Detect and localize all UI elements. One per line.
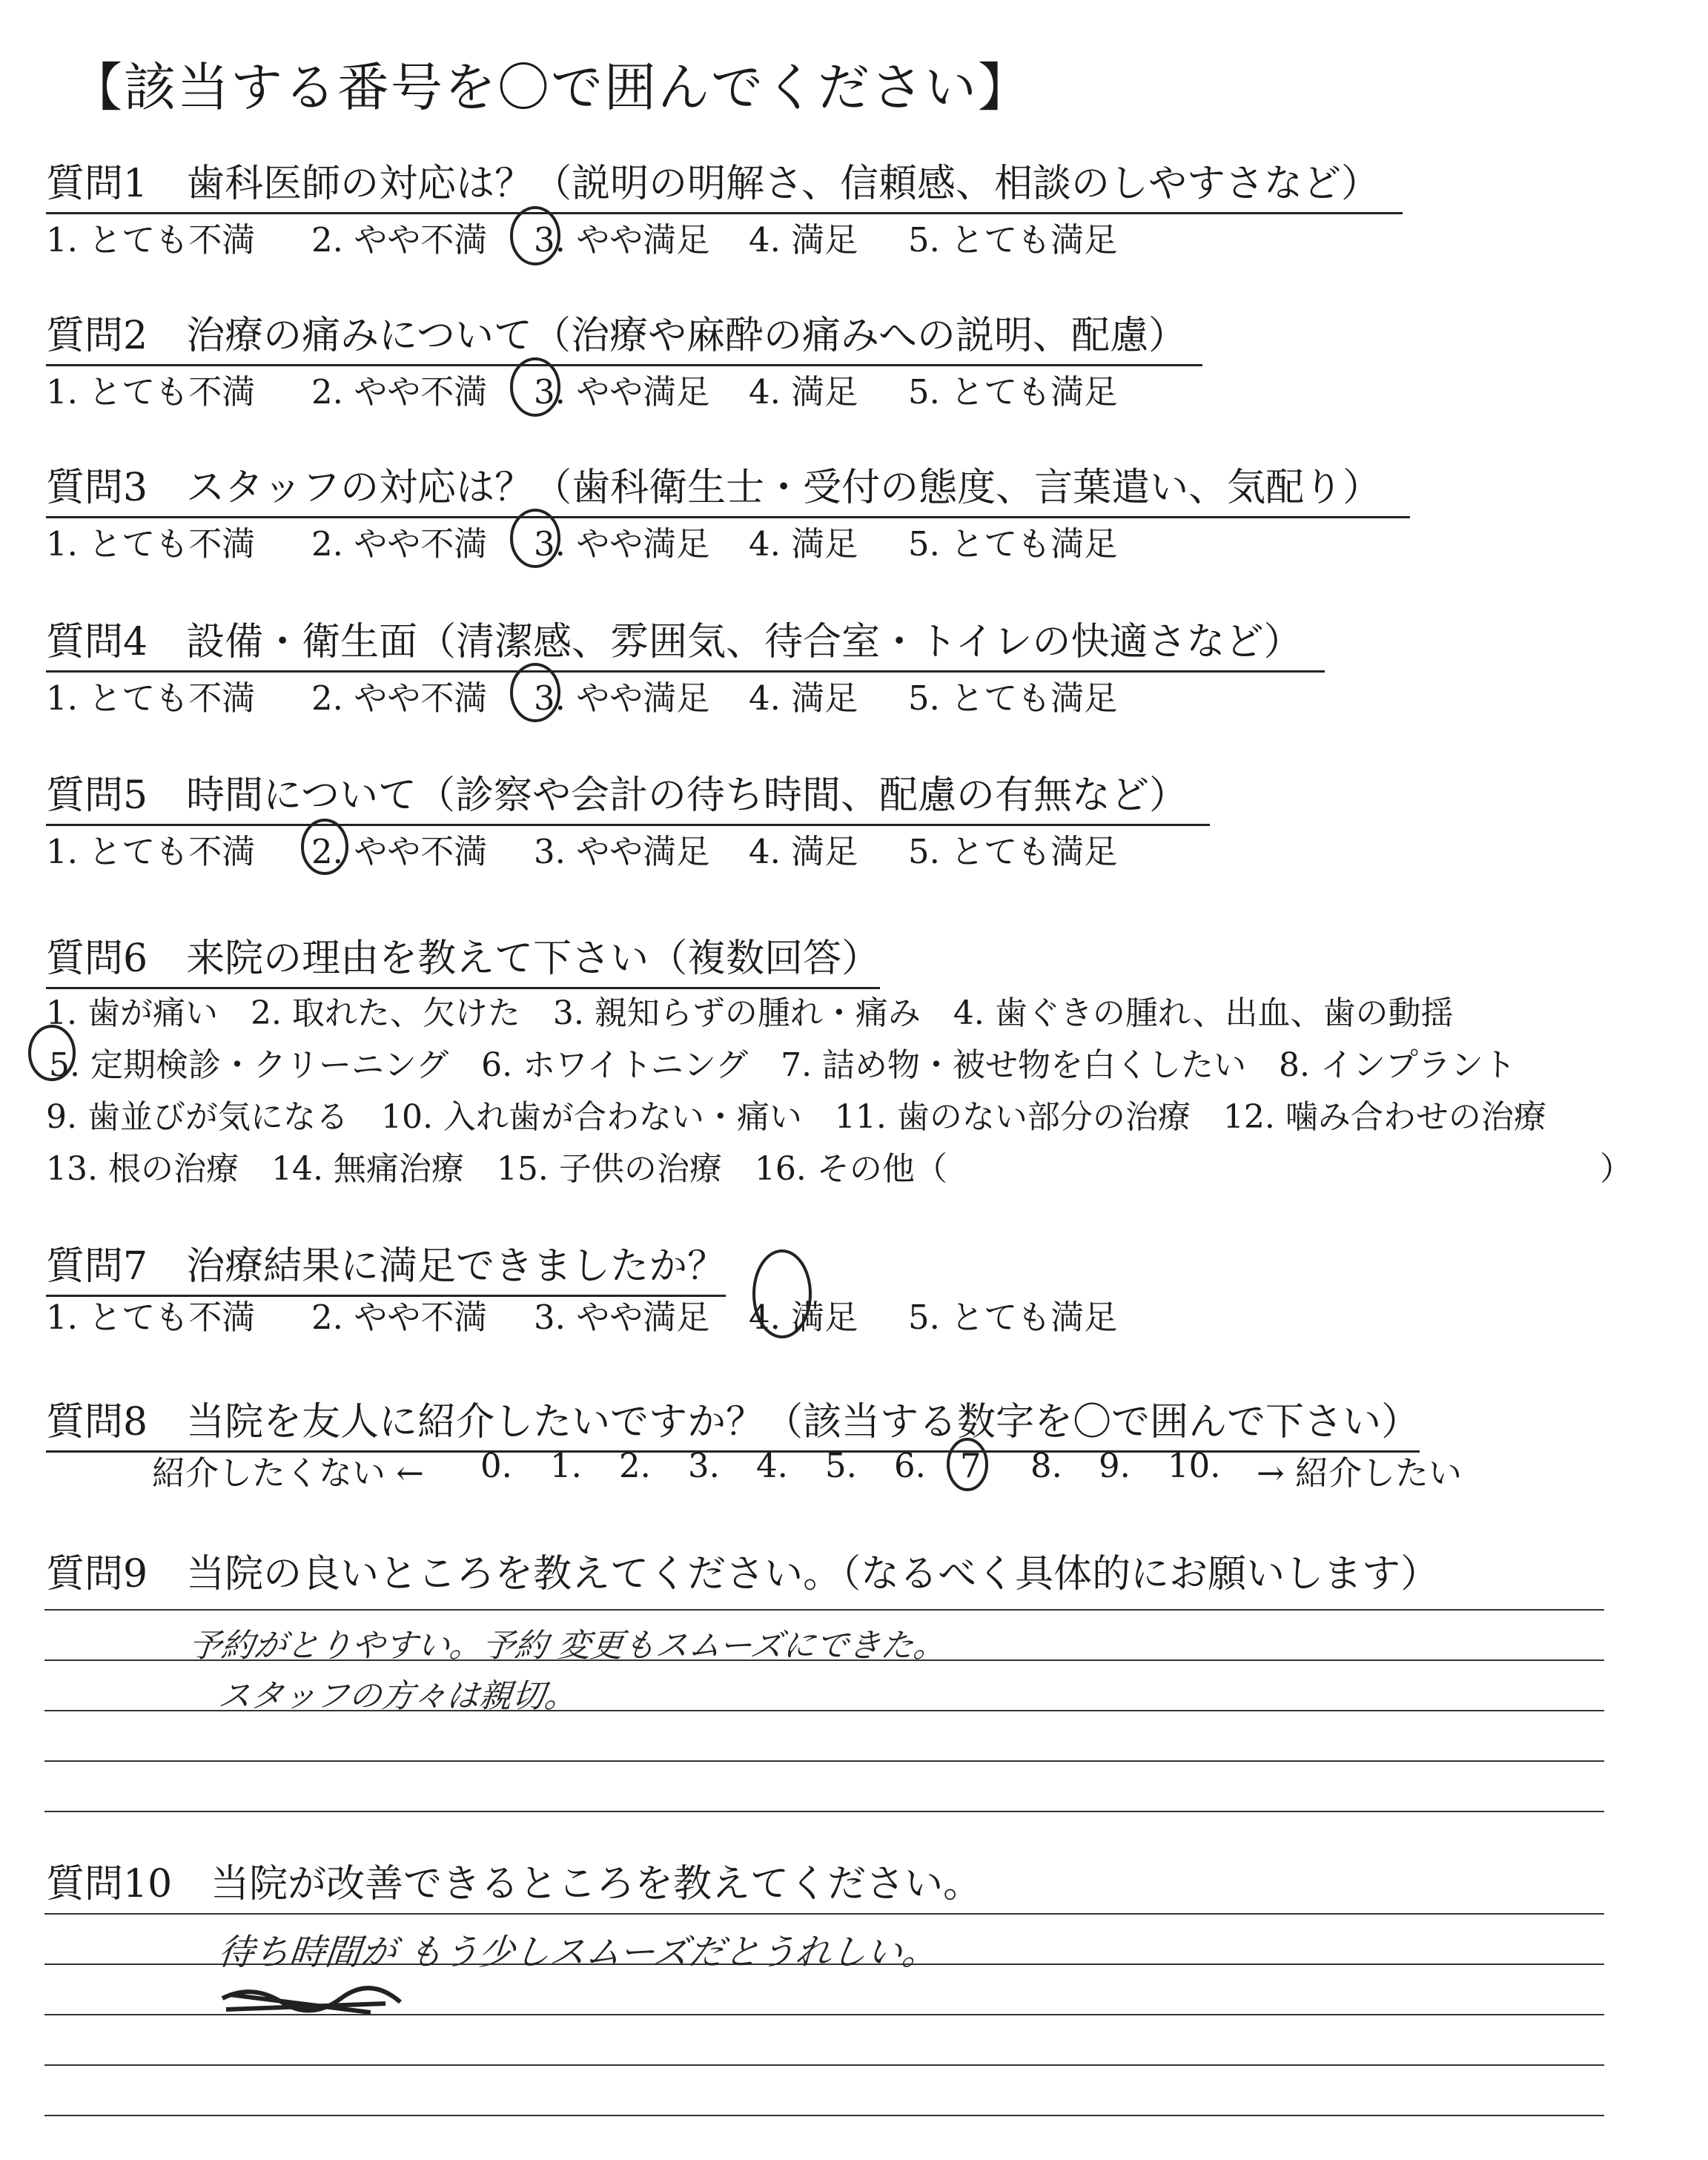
q3-option-2[interactable]: 2. やや不満	[311, 524, 488, 564]
q8-number-1[interactable]: 1.	[550, 1446, 582, 1485]
q10-label: 質問10 当院が改善できるところを教えてください。	[46, 1862, 982, 1906]
q7-option-3[interactable]: 3. やや満足	[534, 1298, 710, 1337]
q8-number-2[interactable]: 2.	[619, 1446, 651, 1485]
q9-answer-line-1[interactable]: 予約がとりやすい。予約 変更もスムーズにできた。	[186, 1627, 948, 1665]
q1-option-2[interactable]: 2. やや不満	[311, 220, 488, 260]
q7-option-1[interactable]: 1. とても不満	[46, 1298, 256, 1337]
q8-number-4[interactable]: 4.	[756, 1446, 788, 1485]
q4-option-2[interactable]: 2. やや不満	[311, 678, 488, 718]
form-title: 【該当する番号を〇で囲んでください】	[70, 57, 1031, 118]
q8-number-9[interactable]: 9.	[1099, 1446, 1131, 1485]
q1-label: 質問1 歯科医師の対応は？（説明の明解さ、信頼感、相談のしやすさなど）	[46, 152, 1403, 214]
q10-rule-1	[44, 1913, 1604, 1915]
q5-option-1[interactable]: 1. とても不満	[46, 832, 256, 871]
q2-option-5[interactable]: 5. とても満足	[908, 372, 1118, 412]
q6-options-line-2[interactable]: 5. 定期検診・クリーニング 6. ホワイトニング 7. 詰め物・被せ物を白くしたい 8. インプラント	[49, 1046, 1517, 1084]
q8-number-0[interactable]: 0.	[480, 1446, 512, 1485]
q7-option-5[interactable]: 5. とても満足	[908, 1298, 1118, 1337]
q9-rule-1	[44, 1609, 1604, 1611]
q1-option-4[interactable]: 4. 満足	[749, 220, 858, 260]
q2-label: 質問2 治療の痛みについて（治療や麻酔の痛みへの説明、配慮）	[46, 304, 1202, 366]
q4-option-1[interactable]: 1. とても不満	[46, 678, 256, 718]
q8-number-10[interactable]: 10.	[1168, 1446, 1221, 1485]
q4-label: 質問4 設備・衛生面（清潔感、雰囲気、待合室・トイレの快適さなど）	[46, 610, 1325, 673]
q8-number-8[interactable]: 8.	[1030, 1446, 1062, 1485]
q5-option-5[interactable]: 5. とても満足	[908, 832, 1118, 871]
q3-option-3[interactable]: 3. やや満足	[534, 524, 710, 564]
q5-option-3[interactable]: 3. やや満足	[534, 832, 710, 871]
q6-options-line-4[interactable]: 13. 根の治療 14. 無痛治療 15. 子供の治療 16. その他（	[46, 1150, 947, 1188]
q5-option-2[interactable]: 2. やや不満	[311, 832, 488, 871]
q9-label: 質問9 当院の良いところを教えてください。（なるべく具体的にお願いします）	[46, 1552, 1440, 1596]
q8-number-7[interactable]: 7	[960, 1446, 982, 1485]
q3-option-4[interactable]: 4. 満足	[749, 524, 858, 564]
q8-right-label: → 紹介したい	[1257, 1453, 1463, 1493]
q4-option-3[interactable]: 3. やや満足	[534, 678, 710, 718]
q1-option-1[interactable]: 1. とても不満	[46, 220, 256, 260]
q10-scribble	[222, 1988, 400, 2012]
q3-label: 質問3 スタッフの対応は？（歯科衛生士・受付の態度、言葉遣い、気配り）	[46, 456, 1410, 518]
q10-answer-line-1[interactable]: 待ち時間が もう少しスムーズだとうれしい。	[216, 1932, 940, 1973]
q9-rule-4	[44, 1760, 1604, 1762]
q3-option-1[interactable]: 1. とても不満	[46, 524, 256, 564]
q9-rule-5	[44, 1811, 1604, 1812]
q8-number-5[interactable]: 5.	[825, 1446, 857, 1485]
q8-number-6[interactable]: 6.	[894, 1446, 926, 1485]
q5-option-4[interactable]: 4. 満足	[749, 832, 858, 871]
q10-rule-3	[44, 2014, 1604, 2015]
q10-rule-5	[44, 2115, 1604, 2116]
q9-answer-line-2[interactable]: スタッフの方々は親切。	[216, 1677, 580, 1715]
q7-option-2[interactable]: 2. やや不満	[311, 1298, 488, 1337]
q10-rule-4	[44, 2064, 1604, 2066]
q2-option-4[interactable]: 4. 満足	[749, 372, 858, 412]
q8-label: 質問8 当院を友人に紹介したいですか？（該当する数字を〇で囲んで下さい）	[46, 1390, 1420, 1453]
q1-option-3[interactable]: 3. やや満足	[534, 220, 710, 260]
q2-option-2[interactable]: 2. やや不満	[311, 372, 488, 412]
q4-option-4[interactable]: 4. 満足	[749, 678, 858, 718]
q3-option-5[interactable]: 5. とても満足	[908, 524, 1118, 564]
q8-number-3[interactable]: 3.	[688, 1446, 720, 1485]
q7-label: 質問7 治療結果に満足できましたか？	[46, 1235, 726, 1297]
q6-other-close-paren: ）	[1600, 1150, 1632, 1188]
q5-label: 質問5 時間について（診察や会計の待ち時間、配慮の有無など）	[46, 764, 1210, 826]
q1-option-5[interactable]: 5. とても満足	[908, 220, 1118, 260]
q4-option-5[interactable]: 5. とても満足	[908, 678, 1118, 718]
q7-option-4[interactable]: 4. 満足	[749, 1298, 858, 1337]
q2-option-3[interactable]: 3. やや満足	[534, 372, 710, 412]
q2-option-1[interactable]: 1. とても不満	[46, 372, 256, 412]
q8-left-label: 紹介したくない ←	[152, 1453, 425, 1493]
q6-options-line-1[interactable]: 1. 歯が痛い 2. 取れた、欠けた 3. 親知らずの腫れ・痛み 4. 歯ぐきの腫れ、出血、歯の動揺	[46, 994, 1454, 1032]
q6-options-line-3[interactable]: 9. 歯並びが気になる 10. 入れ歯が合わない・痛い 11. 歯のない部分の治療 12. 噛み合わせの治療	[46, 1098, 1546, 1136]
q6-label: 質問6 来院の理由を教えて下さい（複数回答）	[46, 927, 880, 989]
